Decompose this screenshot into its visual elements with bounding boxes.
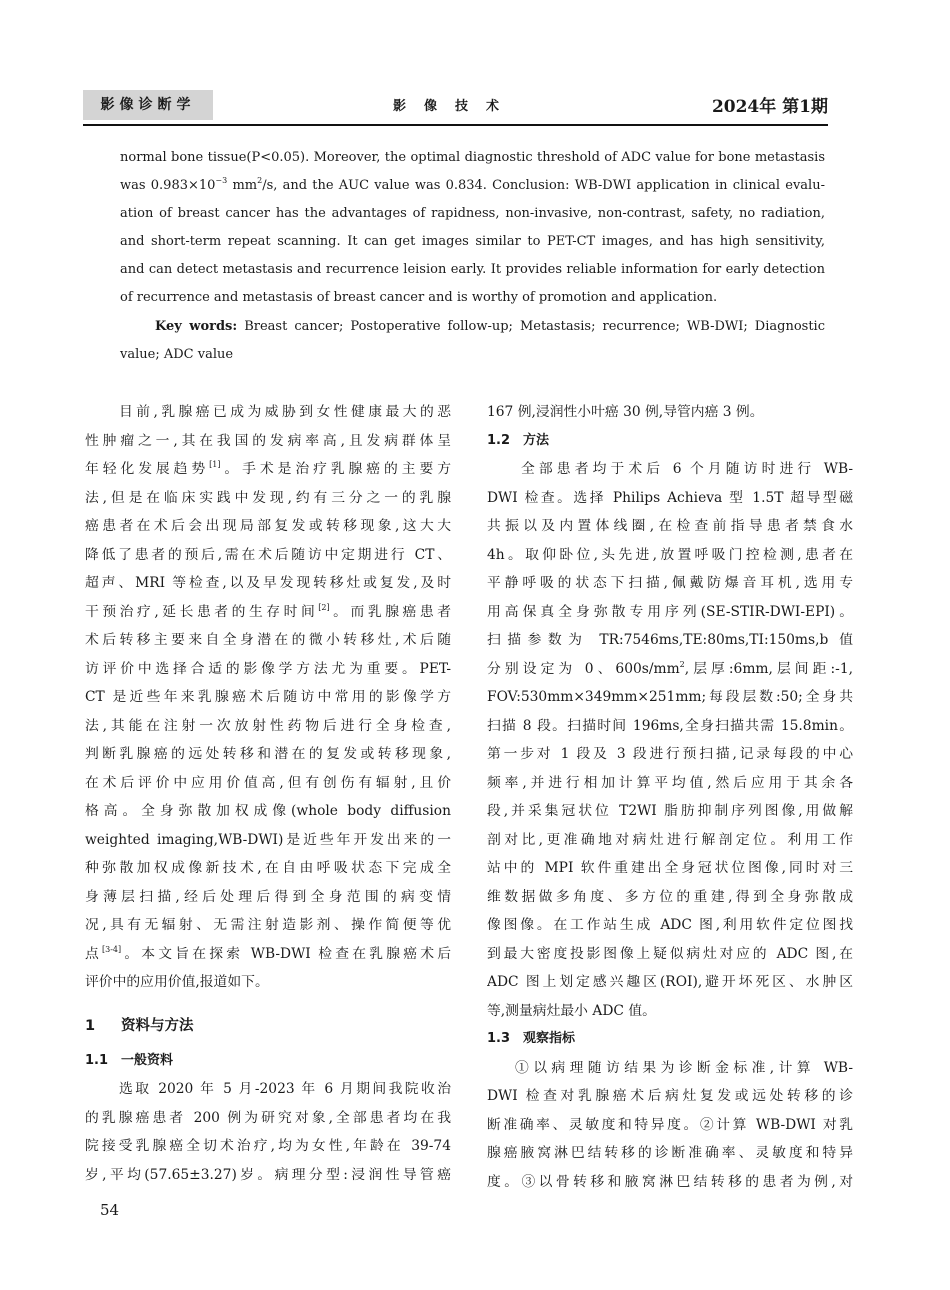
header-rule [83, 124, 828, 126]
body-line: 法,但是在临床实践中发现,约有三分之一的乳腺 [85, 489, 451, 506]
body-line: 到最大密度投影图像上疑似病灶对应的 ADC 图,在 [487, 945, 853, 962]
body-line: 在术后评价中应用价值高,但有创伤有辐射,且价 [85, 774, 451, 791]
citation: [1] [209, 460, 221, 469]
abstract-line: of recurrence and metastasis of breast cancer and is worthy of promotion and application. [120, 290, 718, 305]
keywords-line: Key words: Breast cancer; Postoperative follow-up; Metastasis; recurrence; WB-DWI; Diagnostic [155, 319, 825, 334]
body-line: 年轻化发展趋势[1]。手术是治疗乳腺癌的主要方 [85, 460, 451, 477]
section-tag: 影像诊断学 [83, 90, 213, 120]
body-line: 癌患者在术后会出现局部复发或转移现象,这大大 [85, 518, 451, 534]
page-number: 54 [100, 1201, 120, 1219]
citation: [3-4] [102, 944, 122, 954]
body-line: DWI 检查对乳腺癌术后病灶复发或远处转移的诊 [487, 1088, 853, 1104]
body-line: 剖对比,更准确地对病灶进行解剖定位。利用工作 [487, 831, 853, 848]
body-line: 种弥散加权成像新技术,在自由呼吸状态下完成全 [85, 860, 451, 876]
body-line: 岁,平均(57.65±3.27)岁。病理分型:浸润性导管癌 [85, 1166, 451, 1183]
body-line: 度。③以骨转移和腋窝淋巴结转移的患者为例,对 [487, 1173, 853, 1190]
body-line: 性肿瘤之一,其在我国的发病率高,且发病群体呈 [85, 432, 451, 449]
body-line: 像图像。在工作站生成 ADC 图,利用软件定位图找 [487, 917, 853, 933]
body-line: 选取 2020 年 5 月-2023 年 6 月期间我院收治 [119, 1081, 451, 1097]
body-line: 目前,乳腺癌已成为威胁到女性健康最大的恶 [119, 404, 451, 420]
body-line: 干预治疗,延长患者的生存时间[2]。而乳腺癌患者 [85, 602, 451, 620]
body-line: 评价中的应用价值,报道如下。 [85, 974, 269, 990]
keywords-label: Key words: [155, 319, 238, 334]
right-column [487, 398, 853, 1196]
running-header [83, 88, 828, 124]
subsection-heading: 1.1 一般资料 [85, 1052, 174, 1068]
body-line: 的乳腺癌患者 200 例为研究对象,全部患者均在我 [85, 1109, 451, 1126]
body-line: 访评价中选择合适的影像学方法尤为重要。PET- [85, 660, 451, 677]
body-line: 4h。取仰卧位,头先进,放置呼吸门控检测,患者在 [487, 546, 853, 563]
section-heading: 1 资料与方法 [85, 1017, 194, 1034]
body-line: 扫描 8 段。扫描时间 196ms,全身扫描共需 15.8min。 [487, 717, 853, 734]
body-line: 扫描参数为 TR:7546ms,TE:80ms,TI:150ms,b 值 [487, 632, 853, 648]
issue-label: 2024年 第1期 [711, 97, 828, 117]
abstract-line: ation of breast cancer has the advantages of rapidness, non-invasive, non-contrast, safety, no radiation, [120, 206, 825, 221]
body-line: 用高保真全身弥散专用序列(SE-STIR-DWI-EPI)。 [487, 603, 853, 620]
body-line: CT 是近些年来乳腺癌术后随访中常用的影像学方 [85, 689, 451, 705]
body-line: 分别设定为 0、$600s/mm^2$,层厚:6mm,层间距:-1, [487, 659, 853, 677]
body-line: 167 例,浸润性小叶癌 30 例,导管内癌 3 例。 [487, 404, 764, 420]
body-line: 维数据做多角度、多方位的重建,得到全身弥散成 [487, 888, 853, 905]
body-line: ①以病理随访结果为诊断金标准,计算 WB- [515, 1059, 853, 1076]
subsection-heading: 1.3 观察指标 [487, 1031, 576, 1046]
body-line: 腺癌腋窝淋巴结转移的诊断准确率、灵敏度和特异 [487, 1145, 853, 1161]
body-line: 法,其能在注射一次放射性药物后进行全身检查, [85, 717, 451, 734]
abstract-line: and can detect metastasis and recurrence leision early. It provides reliable information for early detection [120, 262, 825, 277]
body-line: 共振以及内置体线圈,在检查前指导患者禁食水 [487, 518, 853, 534]
body-line: 站中的 MPI 软件重建出全身冠状位图像,同时对三 [487, 860, 853, 876]
abstract-line: normal bone tissue(P<0.05). Moreover, the optimal diagnostic threshold of ADC value for bone metastasis [120, 150, 825, 165]
citation: [2] [318, 602, 330, 612]
body-line: 降低了患者的预后,需在术后随访中定期进行 CT、 [85, 546, 451, 563]
body-line: ADC 图上划定感兴趣区(ROI),避开坏死区、水肿区 [487, 974, 853, 990]
journal-name: 影像技术 [393, 99, 518, 114]
body-line: weighted imaging,WB-DWI)是近些年开发出来的一 [85, 831, 451, 848]
body-line: 超声、MRI 等检查,以及早发现转移灶或复发,及时 [85, 575, 451, 591]
body-line: 格高。全身弥散加权成像(whole body diffusion [85, 803, 451, 819]
body-line: 全部患者均于术后 6 个月随访时进行 WB- [521, 461, 853, 477]
body-line: 身薄层扫描,经后处理后得到全身范围的病变情 [85, 888, 451, 905]
body-line: 等,测量病灶最小 ADC 值。 [487, 1002, 656, 1019]
body-line: 点[3-4]。本文旨在探索 WB-DWI 检查在乳腺癌术后 [85, 944, 451, 962]
body-line: 术后转移主要来自全身潜在的微小转移灶,术后随 [85, 632, 451, 648]
left-column [85, 398, 451, 1189]
keywords-line: value; ADC value [120, 347, 234, 362]
body-line: 况,具有无辐射、无需注射造影剂、操作简便等优 [85, 917, 451, 933]
body-line: DWI 检查。选择 Philips Achieva 型 1.5T 超导型磁 [487, 489, 853, 506]
body-line: FOV:530mm×349mm×251mm;每段层数:50;全身共 [487, 689, 853, 705]
body-line: 断准确率、灵敏度和特异度。②计算 WB-DWI 对乳 [487, 1116, 853, 1133]
abstract-line: was $0.983\times 10^{-3}$ $mm^2/s$, and the AUC value was 0.834. Conclusion: WB-DWI application in clinical evalu- [120, 176, 825, 193]
body-line: 第一步对 1 段及 3 段进行预扫描,记录每段的中心 [487, 746, 853, 762]
abstract-line: and short-term repeat scanning. It can get images similar to PET-CT images, and has high sensitivity, [120, 234, 825, 249]
body-line: 院接受乳腺癌全切术治疗,均为女性,年龄在 39-74 [85, 1138, 451, 1154]
body-line: 频率,并进行相加计算平均值,然后应用于其余各 [487, 774, 853, 791]
body-line: 平静呼吸的状态下扫描,佩戴防爆音耳机,选用专 [487, 575, 853, 591]
subsection-heading: 1.2 方法 [487, 432, 550, 448]
body-line: 段,并采集冠状位 T2WI 脂肪抑制序列图像,用做解 [487, 803, 853, 819]
body-line: 判断乳腺癌的远处转移和潜在的复发或转移现象, [85, 746, 451, 762]
